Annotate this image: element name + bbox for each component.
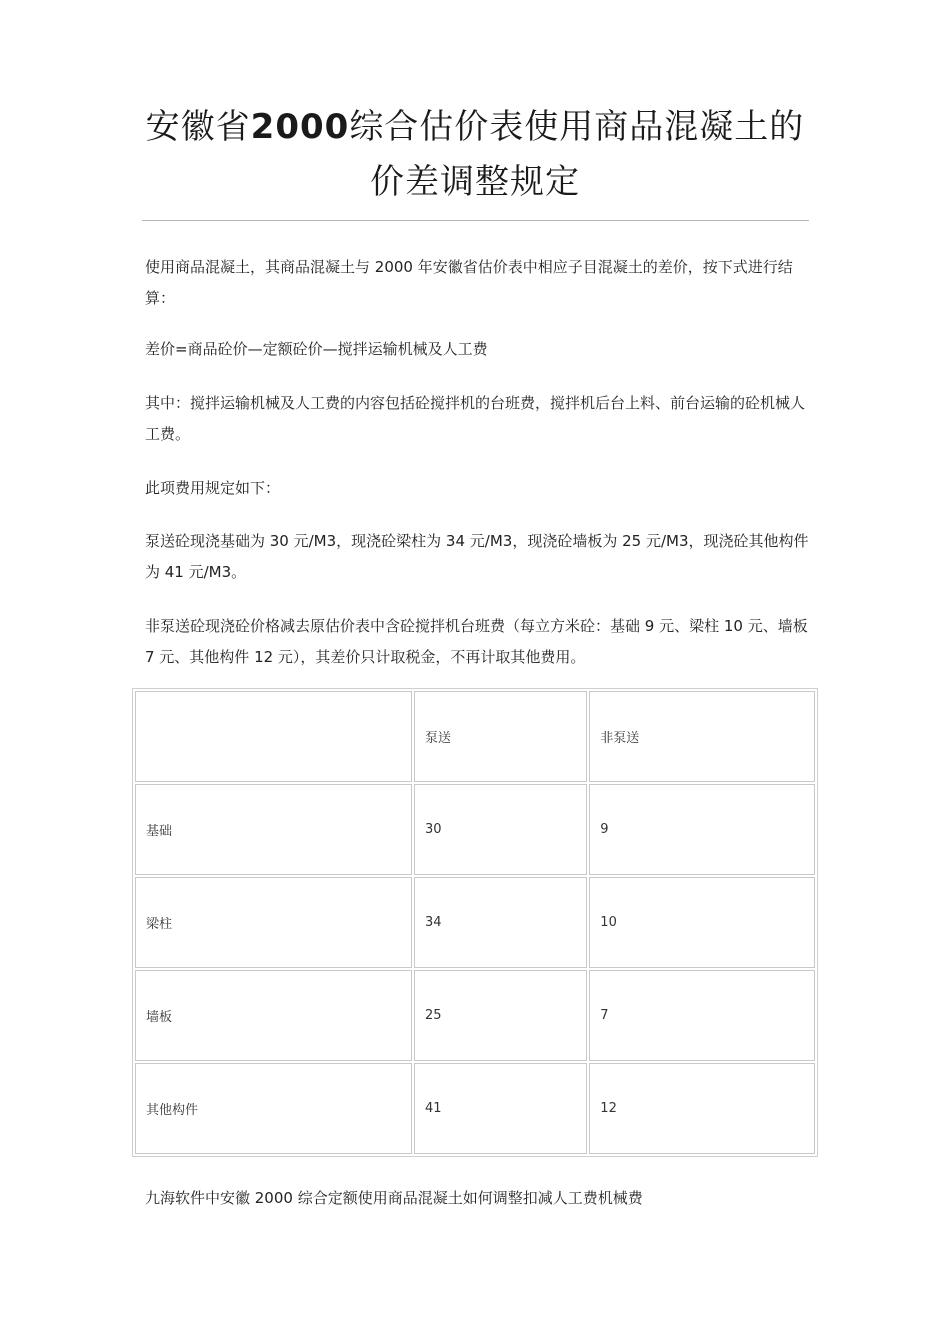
table-header-row <box>135 691 815 782</box>
table-row <box>135 970 815 1061</box>
table-cell: 7 <box>589 970 815 1061</box>
table-header-cell: 非泵送 <box>589 691 815 782</box>
table-cell: 基础 <box>135 784 412 875</box>
paragraph-pumped-rates: 泵送砼现浇基础为 30 元/M3，现浇砼梁柱为 34 元/M3，现浇砼墙板为 25 元/M3，现浇砼其他构件为 41 元/M3。 <box>145 532 809 581</box>
table-row <box>135 877 815 968</box>
title-divider <box>142 220 809 221</box>
table-cell: 25 <box>414 970 587 1061</box>
table-row <box>135 1063 815 1154</box>
paragraph-explanation: 其中：搅拌运输机械及人工费的内容包括砼搅拌机的台班费，搅拌机后台上料、前台运输的砼机械人工费。 <box>145 394 806 443</box>
paragraph-non-pumped: 非泵送砼现浇砼价格减去原估价表中含砼搅拌机台班费（每立方米砼：基础 9 元、梁柱 10 元、墙板 7 元、其他构件 12 元），其差价只计取税金，不再计取其他费用。 <box>145 617 808 666</box>
table-cell: 41 <box>414 1063 587 1154</box>
table-header-cell <box>135 691 412 782</box>
title-year: 2000 <box>250 107 350 147</box>
rates-table <box>132 688 818 1157</box>
paragraph-rules-heading: 此项费用规定如下： <box>145 479 281 497</box>
table-cell: 10 <box>589 877 815 968</box>
title-line-2: 价差调整规定 <box>370 162 580 202</box>
title-suffix: 综合估价表使用商品混凝土的 <box>349 107 805 147</box>
table-cell: 梁柱 <box>135 877 412 968</box>
title-line-1 <box>140 100 810 155</box>
table-cell: 30 <box>414 784 587 875</box>
paragraph-intro: 使用商品混凝土，其商品混凝土与 2000 年安徽省估价表中相应子目混凝土的差价，按下式进行结算： <box>145 258 793 307</box>
table-cell: 其他构件 <box>135 1063 412 1154</box>
document-title <box>140 100 810 210</box>
table-row <box>135 784 815 875</box>
table-header-cell: 泵送 <box>414 691 587 782</box>
table-cell: 墙板 <box>135 970 412 1061</box>
footer-paragraph: 九海软件中安徽 2000 综合定额使用商品混凝土如何调整扣减人工费机械费 <box>145 1189 643 1207</box>
table-cell: 34 <box>414 877 587 968</box>
paragraph-formula: 差价=商品砼价—定额砼价—搅拌运输机械及人工费 <box>145 340 488 358</box>
table-cell: 12 <box>589 1063 815 1154</box>
table-cell: 9 <box>589 784 815 875</box>
title-prefix: 安徽省 <box>145 107 251 147</box>
